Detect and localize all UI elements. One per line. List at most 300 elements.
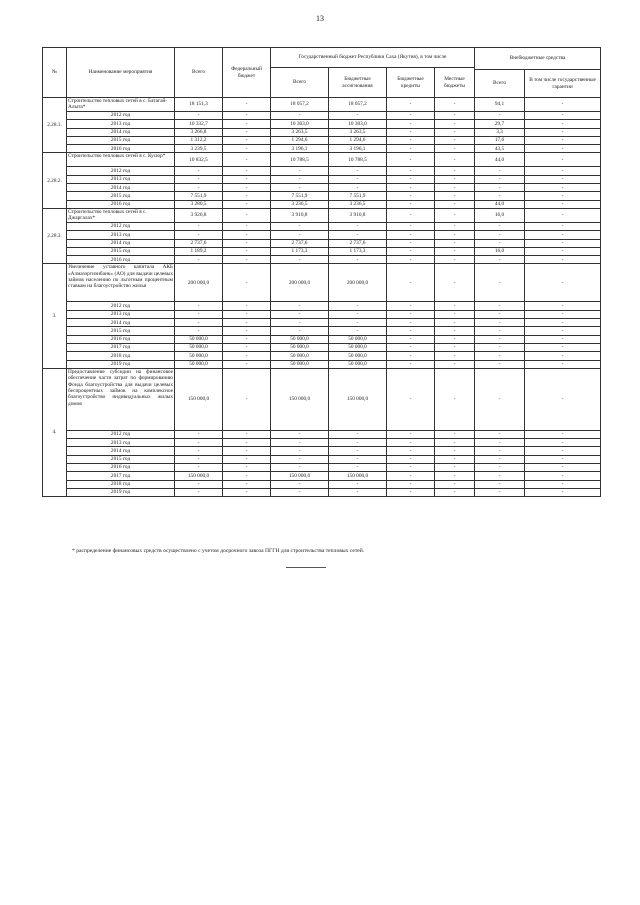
cell-value: -: [223, 310, 271, 318]
header-state-budget-group: Государственный бюджет Республики Саха (Якутия), в том числе: [271, 48, 475, 68]
cell-value: -: [475, 167, 525, 175]
cell-value: 200 000,0: [329, 264, 387, 302]
cell-value: -: [525, 352, 601, 360]
cell-value: 1 189,2: [175, 247, 223, 255]
cell-value: 29,7: [475, 120, 525, 128]
table-row-year: [43, 136, 601, 144]
cell-value: -: [435, 488, 475, 496]
cell-value: 18 057,2: [271, 98, 329, 112]
year-label: 2018 год: [67, 352, 175, 360]
cell-value: -: [435, 98, 475, 112]
cell-value: 44,0: [475, 200, 525, 208]
cell-value: 3 910,8: [329, 208, 387, 222]
table-row-year: [43, 128, 601, 136]
year-label: 2012 год: [67, 222, 175, 230]
cell-value: -: [329, 455, 387, 463]
cell-value: -: [329, 480, 387, 488]
year-label: 2019 год: [67, 488, 175, 496]
year-label: 2016 год: [67, 200, 175, 208]
cell-value: -: [475, 488, 525, 496]
cell-value: -: [271, 167, 329, 175]
cell-value: -: [387, 488, 435, 496]
row-number: 2.28.3.: [43, 208, 67, 263]
year-label: 2015 год: [67, 327, 175, 335]
cell-value: -: [475, 222, 525, 230]
cell-value: -: [223, 192, 271, 200]
cell-value: -: [387, 327, 435, 335]
cell-value: 10 788,5: [329, 153, 387, 167]
cell-value: -: [475, 335, 525, 343]
year-label: 2013 год: [67, 310, 175, 318]
cell-value: -: [223, 120, 271, 128]
cell-value: -: [475, 352, 525, 360]
cell-value: -: [387, 239, 435, 247]
table-row-year: [43, 200, 601, 208]
cell-value: -: [329, 231, 387, 239]
table-row-year: [43, 327, 601, 335]
year-label: 2012 год: [67, 302, 175, 310]
cell-value: -: [223, 239, 271, 247]
cell-value: -: [175, 464, 223, 472]
cell-value: -: [387, 175, 435, 183]
year-label: 2014 год: [67, 319, 175, 327]
cell-value: -: [435, 184, 475, 192]
cell-value: -: [223, 167, 271, 175]
cell-value: -: [175, 184, 223, 192]
cell-value: -: [223, 128, 271, 136]
cell-value: -: [329, 222, 387, 230]
table-row: [43, 153, 601, 167]
cell-value: -: [387, 264, 435, 302]
cell-value: -: [435, 112, 475, 120]
cell-value: -: [525, 480, 601, 488]
cell-value: 50 000,0: [271, 360, 329, 368]
cell-value: -: [329, 327, 387, 335]
cell-value: -: [271, 302, 329, 310]
cell-value: -: [525, 184, 601, 192]
cell-value: -: [475, 447, 525, 455]
cell-value: -: [175, 256, 223, 264]
cell-value: -: [435, 368, 475, 430]
header-state-allocations: Бюджетные ассигнования: [329, 68, 387, 98]
cell-value: -: [387, 128, 435, 136]
cell-value: -: [435, 360, 475, 368]
cell-value: -: [387, 310, 435, 318]
cell-value: -: [525, 153, 601, 167]
cell-value: -: [223, 480, 271, 488]
cell-value: -: [435, 175, 475, 183]
year-label: 2015 год: [67, 455, 175, 463]
cell-value: 94,1: [475, 98, 525, 112]
cell-value: -: [271, 319, 329, 327]
cell-value: -: [525, 175, 601, 183]
table-row-year: [43, 120, 601, 128]
cell-value: -: [223, 208, 271, 222]
header-total: Всего: [175, 48, 223, 98]
cell-value: -: [223, 352, 271, 360]
cell-value: -: [525, 222, 601, 230]
table-row-year: [43, 455, 601, 463]
table-row-year: [43, 430, 601, 438]
table-body: [43, 98, 601, 497]
cell-value: -: [475, 184, 525, 192]
row-number: 3.: [43, 264, 67, 368]
cell-value: -: [387, 343, 435, 351]
cell-value: -: [223, 447, 271, 455]
cell-value: -: [525, 335, 601, 343]
cell-value: -: [475, 319, 525, 327]
table-row-year: [43, 112, 601, 120]
cell-value: -: [271, 112, 329, 120]
table-row-year: [43, 343, 601, 351]
cell-value: 3,3: [475, 128, 525, 136]
year-label: 2017 год: [67, 343, 175, 351]
cell-value: -: [175, 175, 223, 183]
cell-value: -: [525, 439, 601, 447]
cell-value: -: [387, 120, 435, 128]
cell-value: 44,0: [475, 153, 525, 167]
cell-value: -: [223, 343, 271, 351]
cell-value: -: [435, 455, 475, 463]
cell-value: -: [387, 368, 435, 430]
cell-value: -: [475, 439, 525, 447]
table-row-year: [43, 145, 601, 153]
cell-value: 2 737,6: [329, 239, 387, 247]
cell-value: 50 000,0: [271, 335, 329, 343]
year-label: 2016 год: [67, 145, 175, 153]
cell-value: -: [223, 335, 271, 343]
cell-value: 2 737,6: [175, 239, 223, 247]
cell-value: -: [435, 480, 475, 488]
cell-value: -: [435, 464, 475, 472]
cell-value: 150 000,0: [175, 368, 223, 430]
cell-value: -: [387, 335, 435, 343]
cell-value: -: [475, 455, 525, 463]
table-row-year: [43, 488, 601, 496]
cell-value: -: [475, 464, 525, 472]
cell-value: -: [475, 480, 525, 488]
cell-value: -: [223, 360, 271, 368]
year-label: 2015 год: [67, 192, 175, 200]
table-row-year: [43, 335, 601, 343]
cell-value: -: [435, 439, 475, 447]
cell-value: -: [435, 352, 475, 360]
cell-value: -: [271, 222, 329, 230]
cell-value: -: [223, 247, 271, 255]
cell-value: 3 280,5: [175, 200, 223, 208]
cell-value: -: [435, 200, 475, 208]
cell-value: -: [271, 488, 329, 496]
cell-value: -: [175, 447, 223, 455]
cell-value: -: [387, 200, 435, 208]
cell-value: 50 000,0: [175, 343, 223, 351]
cell-value: -: [387, 136, 435, 144]
row-number: 4.: [43, 368, 67, 496]
cell-value: -: [525, 319, 601, 327]
cell-value: -: [435, 136, 475, 144]
year-label: 2012 год: [67, 112, 175, 120]
table-row-year: [43, 447, 601, 455]
cell-value: -: [435, 430, 475, 438]
cell-value: -: [435, 128, 475, 136]
row-name: Увеличение уставного капитала АКБ «Алмазэргиэнбанк» (АО) для выдачи целевых займов населению по льготным процентным ставкам на благоустройство жилья: [67, 264, 175, 302]
cell-value: -: [271, 175, 329, 183]
cell-value: -: [271, 439, 329, 447]
table-row-year: [43, 192, 601, 200]
year-label: 2016 год: [67, 464, 175, 472]
cell-value: -: [175, 439, 223, 447]
cell-value: -: [387, 98, 435, 112]
cell-value: -: [475, 302, 525, 310]
cell-value: 50 000,0: [329, 335, 387, 343]
year-label: 2019 год: [67, 360, 175, 368]
row-name: Строительство тепловых сетей в с. Джаргалах*: [67, 208, 175, 222]
cell-value: -: [175, 480, 223, 488]
cell-value: 10 788,5: [271, 153, 329, 167]
cell-value: -: [525, 247, 601, 255]
cell-value: 3 239,5: [175, 145, 223, 153]
cell-value: -: [525, 368, 601, 430]
cell-value: -: [525, 112, 601, 120]
cell-value: -: [525, 192, 601, 200]
header-extra-total: Всего: [475, 70, 525, 98]
table-row-year: [43, 256, 601, 264]
cell-value: -: [271, 310, 329, 318]
table-row-year: [43, 222, 601, 230]
cell-value: -: [475, 472, 525, 480]
cell-value: -: [329, 439, 387, 447]
cell-value: -: [435, 145, 475, 153]
cell-value: -: [271, 327, 329, 335]
table-row: [43, 208, 601, 222]
cell-value: -: [525, 136, 601, 144]
cell-value: 1 312,2: [175, 136, 223, 144]
cell-value: 50 000,0: [175, 352, 223, 360]
year-label: 2012 год: [67, 167, 175, 175]
cell-value: -: [525, 256, 601, 264]
year-label: 2012 год: [67, 430, 175, 438]
cell-value: -: [223, 430, 271, 438]
cell-value: -: [329, 175, 387, 183]
cell-value: -: [329, 112, 387, 120]
cell-value: -: [329, 310, 387, 318]
header-extra-budget-group: Внебюджетные средства: [475, 48, 601, 70]
cell-value: 10 303,0: [329, 120, 387, 128]
cell-value: -: [175, 455, 223, 463]
cell-value: -: [329, 302, 387, 310]
cell-value: 50 000,0: [271, 343, 329, 351]
table-row-year: [43, 319, 601, 327]
cell-value: 43,5: [475, 145, 525, 153]
cell-value: -: [223, 464, 271, 472]
cell-value: 200 000,0: [271, 264, 329, 302]
cell-value: 10 332,7: [175, 120, 223, 128]
cell-value: -: [223, 264, 271, 302]
cell-value: -: [175, 167, 223, 175]
cell-value: -: [435, 335, 475, 343]
cell-value: -: [435, 120, 475, 128]
header-state-total: Всего: [271, 68, 329, 98]
cell-value: -: [475, 327, 525, 335]
cell-value: -: [525, 128, 601, 136]
cell-value: -: [525, 145, 601, 153]
cell-value: -: [271, 480, 329, 488]
cell-value: 50 000,0: [329, 352, 387, 360]
cell-value: 3 263,5: [329, 128, 387, 136]
cell-value: -: [175, 430, 223, 438]
cell-value: -: [223, 153, 271, 167]
cell-value: 7 551,9: [329, 192, 387, 200]
end-divider: [286, 567, 326, 568]
table-row: [43, 368, 601, 430]
cell-value: -: [223, 256, 271, 264]
cell-value: 3 910,8: [271, 208, 329, 222]
cell-value: -: [435, 447, 475, 455]
cell-value: -: [525, 264, 601, 302]
year-label: 2014 год: [67, 128, 175, 136]
cell-value: -: [525, 167, 601, 175]
cell-value: 150 000,0: [329, 472, 387, 480]
cell-value: -: [271, 184, 329, 192]
cell-value: -: [435, 167, 475, 175]
cell-value: -: [329, 184, 387, 192]
cell-value: -: [525, 472, 601, 480]
year-label: 2014 год: [67, 184, 175, 192]
cell-value: -: [387, 208, 435, 222]
cell-value: -: [387, 167, 435, 175]
cell-value: -: [475, 430, 525, 438]
cell-value: -: [223, 368, 271, 430]
cell-value: 3 926,8: [175, 208, 223, 222]
table-row: [43, 98, 601, 112]
cell-value: -: [175, 231, 223, 239]
cell-value: -: [175, 319, 223, 327]
table-row-year: [43, 184, 601, 192]
year-label: 2015 год: [67, 136, 175, 144]
cell-value: 50 000,0: [271, 352, 329, 360]
cell-value: -: [525, 239, 601, 247]
cell-value: 3 236,5: [271, 200, 329, 208]
cell-value: -: [435, 153, 475, 167]
row-name: Предоставление субсидии на финансовое обеспечение части затрат по формированию Фонда благоустройства для выдачи целевых беспроцентных займов на комплексное благоустройство индивидуальных жилых домов: [67, 368, 175, 430]
cell-value: -: [387, 430, 435, 438]
cell-value: 3 263,5: [271, 128, 329, 136]
cell-value: 10 303,0: [271, 120, 329, 128]
cell-value: -: [525, 310, 601, 318]
cell-value: -: [387, 472, 435, 480]
cell-value: -: [387, 153, 435, 167]
table-row-year: [43, 231, 601, 239]
cell-value: -: [435, 247, 475, 255]
cell-value: -: [525, 430, 601, 438]
table-row-year: [43, 302, 601, 310]
cell-value: -: [387, 455, 435, 463]
cell-value: 16,0: [475, 208, 525, 222]
table-row-year: [43, 480, 601, 488]
cell-value: -: [223, 327, 271, 335]
cell-value: -: [175, 112, 223, 120]
cell-value: 3 196,1: [329, 145, 387, 153]
cell-value: -: [175, 488, 223, 496]
cell-value: -: [435, 302, 475, 310]
cell-value: -: [387, 256, 435, 264]
cell-value: -: [435, 208, 475, 222]
cell-value: -: [435, 327, 475, 335]
cell-value: -: [475, 239, 525, 247]
cell-value: -: [475, 343, 525, 351]
table-row: [43, 264, 601, 302]
cell-value: -: [329, 256, 387, 264]
cell-value: -: [329, 167, 387, 175]
cell-value: -: [387, 222, 435, 230]
cell-value: -: [387, 231, 435, 239]
cell-value: 150 000,0: [329, 368, 387, 430]
cell-value: -: [387, 480, 435, 488]
cell-value: -: [223, 455, 271, 463]
cell-value: -: [387, 145, 435, 153]
year-label: 2014 год: [67, 239, 175, 247]
cell-value: -: [435, 343, 475, 351]
cell-value: -: [525, 343, 601, 351]
cell-value: -: [525, 360, 601, 368]
cell-value: 50 000,0: [175, 335, 223, 343]
year-label: 2017 год: [67, 472, 175, 480]
cell-value: -: [525, 488, 601, 496]
cell-value: -: [525, 464, 601, 472]
header-name: Наименование мероприятия: [67, 48, 175, 98]
cell-value: 1 294,6: [329, 136, 387, 144]
cell-value: -: [223, 136, 271, 144]
cell-value: 150 000,0: [271, 368, 329, 430]
cell-value: -: [387, 192, 435, 200]
cell-value: -: [525, 302, 601, 310]
table-row-year: [43, 472, 601, 480]
table-row-year: [43, 310, 601, 318]
header-number: №: [43, 48, 67, 98]
cell-value: -: [175, 222, 223, 230]
cell-value: -: [329, 447, 387, 455]
cell-value: 3 266,8: [175, 128, 223, 136]
year-label: 2018 год: [67, 480, 175, 488]
header-local-budgets: Местные бюджеты: [435, 68, 475, 98]
cell-value: 2 737,6: [271, 239, 329, 247]
cell-value: -: [223, 184, 271, 192]
cell-value: -: [223, 175, 271, 183]
cell-value: -: [475, 231, 525, 239]
cell-value: -: [175, 327, 223, 335]
cell-value: -: [435, 256, 475, 264]
cell-value: -: [525, 200, 601, 208]
cell-value: -: [475, 360, 525, 368]
table-row-year: [43, 247, 601, 255]
page-number: 13: [316, 14, 324, 23]
year-label: 2013 год: [67, 120, 175, 128]
cell-value: -: [475, 310, 525, 318]
year-label: 2015 год: [67, 247, 175, 255]
cell-value: -: [271, 256, 329, 264]
cell-value: -: [387, 319, 435, 327]
cell-value: 7 551,9: [271, 192, 329, 200]
row-name: Строительство тепловых сетей в с. Батагай-Алыта*: [67, 98, 175, 112]
cell-value: -: [475, 264, 525, 302]
row-name: Строительство тепловых сетей в с. Кусюр*: [67, 153, 175, 167]
cell-value: 3 236,5: [329, 200, 387, 208]
cell-value: -: [387, 464, 435, 472]
cell-value: 1 294,6: [271, 136, 329, 144]
cell-value: -: [525, 120, 601, 128]
table-row-year: [43, 239, 601, 247]
cell-value: -: [475, 256, 525, 264]
